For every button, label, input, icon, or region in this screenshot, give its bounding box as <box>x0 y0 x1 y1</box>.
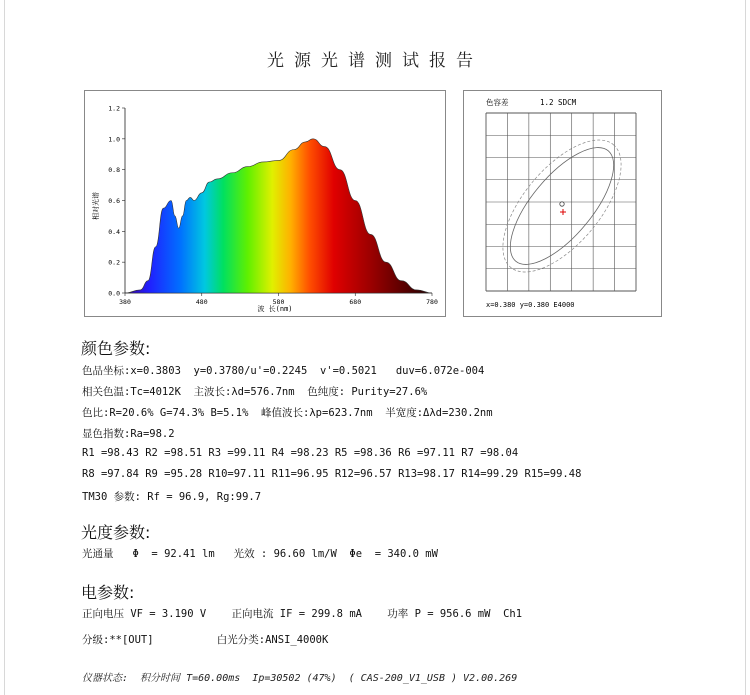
r-values-line-2: R8 =97.84 R9 =95.28 R10=97.11 R11=96.95 R12=96.57 R13=98.17 R14=99.29 R15=99.48 <box>82 468 582 480</box>
cie-header-label: 色容差 <box>486 98 509 107</box>
y-tick-label: 0.6 <box>108 197 120 205</box>
page-border <box>4 0 5 695</box>
y-tick-label: 1.0 <box>108 135 120 144</box>
report-title: 光源光谱测试报告 <box>267 51 483 71</box>
voltage-current-line: 正向电压 VF = 3.190 V 正向电流 IF = 299.8 mA 功率 P = 956.6 mW Ch1 <box>82 608 523 620</box>
photometric-params-heading: 光度参数: <box>81 523 151 542</box>
cie-header-value: 1.2 SDCM <box>540 98 577 107</box>
y-tick-label: 1.2 <box>108 104 120 113</box>
cie-chart-panel <box>463 90 662 317</box>
y-tick-label: 0.0 <box>108 289 120 298</box>
x-tick-label: 680 <box>349 298 362 306</box>
measured-point-marker <box>560 209 566 215</box>
spectrum-area <box>125 139 432 293</box>
bin-class-line: 分级:**[OUT] 白光分类:ANSI_4000K <box>82 634 329 646</box>
page-border <box>745 0 746 695</box>
cie-footer: x=0.380 y=0.380 E4000 <box>486 301 575 309</box>
spectrum-ylabel: 相对光谱 <box>92 192 100 220</box>
instrument-status: 仪器状态: 积分时间 T=60.00ms Ip=30502 (47%) ( CAS-200_V1_USB ) V2.00.269 <box>82 673 518 684</box>
cct-line: 相关色温:Tc=4012K 主波长:λd=576.7nm 色纯度: Purity=27.6% <box>82 386 428 398</box>
y-tick-label: 0.8 <box>108 166 120 175</box>
chromaticity-line: 色品坐标:x=0.3803 y=0.3780/u'=0.2245 v'=0.5021 duv=6.072e-004 <box>82 365 485 377</box>
spectrum-chart-panel <box>84 90 446 317</box>
x-tick-label: 580 <box>272 298 285 306</box>
r-values-line-1: R1 =98.43 R2 =98.51 R3 =99.11 R4 =98.23 R5 =98.36 R6 =97.11 R7 =98.04 <box>82 447 519 459</box>
cri-line: 显色指数:Ra=98.2 <box>82 428 175 440</box>
target-point <box>560 202 564 206</box>
color-ratio-line: 色比:R=20.6% G=74.3% B=5.1% 峰值波长:λp=623.7nm 半宽度:Δλd=230.2nm <box>82 407 493 419</box>
luminous-flux-line: 光通量 Φ = 92.41 lm 光效 : 96.60 lm/W Φe = 340.0 mW <box>82 548 438 560</box>
x-tick-label: 780 <box>426 298 438 306</box>
spectrum-xlabel: 波 长(nm) <box>257 305 293 313</box>
y-tick-label: 0.4 <box>108 227 120 236</box>
spectrum-chart <box>85 91 445 316</box>
colour-params-heading: 颜色参数: <box>81 339 151 358</box>
tm30-line: TM30 参数: Rf = 96.9, Rg:99.7 <box>82 491 262 503</box>
y-tick-label: 0.2 <box>108 258 120 267</box>
electrical-params-heading: 电参数: <box>81 583 135 602</box>
cie-chart <box>464 91 661 316</box>
x-tick-label: 380 <box>119 298 131 306</box>
x-tick-label: 480 <box>195 298 208 306</box>
